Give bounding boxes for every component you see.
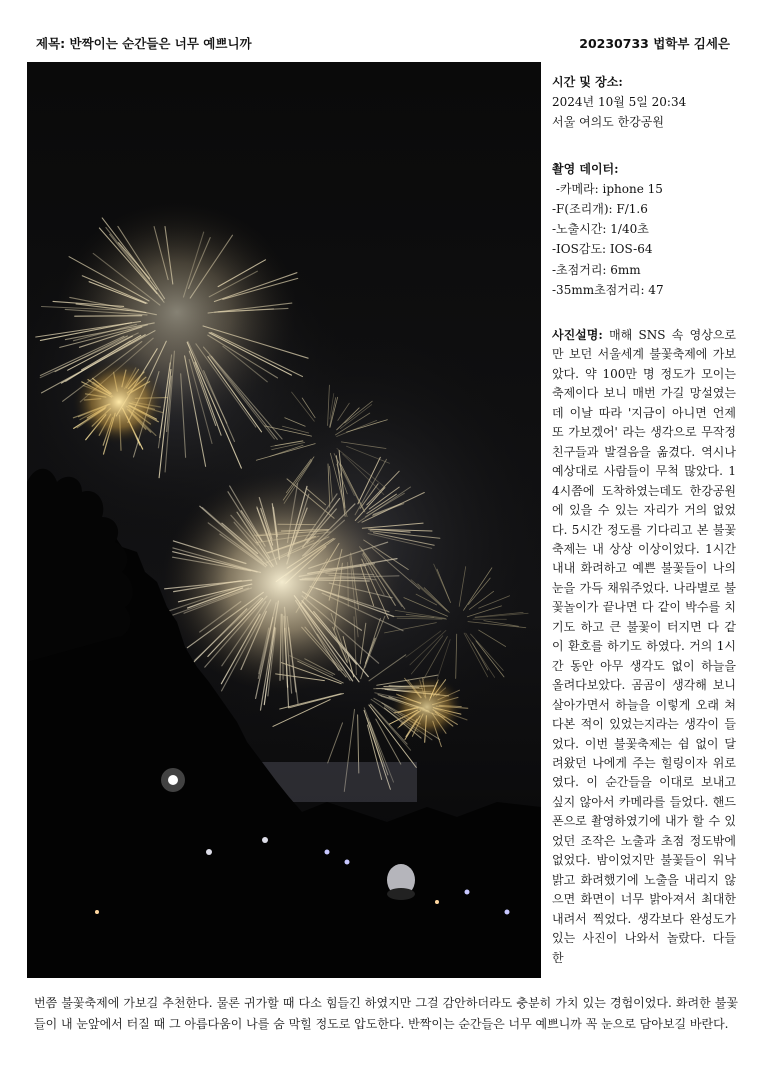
camera-spec: -카메라: iphone 15	[552, 181, 663, 196]
shooting-data-section	[552, 159, 736, 300]
document-title: 제목: 반짝이는 순간들은 너무 예쁘니까	[36, 36, 252, 51]
shooting-place: 서울 여의도 한강공원	[552, 115, 664, 130]
shooting-datetime: 2024년 10월 5일 20:34	[552, 95, 687, 110]
info-panel	[552, 72, 736, 968]
exposure-spec: -노출시간: 1/40초	[552, 222, 649, 237]
iso-spec: -IOS감도: IOS-64	[552, 242, 653, 257]
focal-length-spec: -초점거리: 6mm	[552, 262, 641, 277]
fireworks-illustration	[27, 62, 541, 978]
description-text: 매해 SNS 속 영상으로만 보던 서울세계 불꽃축제에 가보았다. 약 100만 명 정도가 모이는 축제이다 보니 매번 가길 망설였는데 이날 따라 '지금이 아니면 언제 또 가보겠어' 라는 생각으로 무작정 친구들과 발걸음을 옮겼다. 역시나 예상대로 사람들이 무척 많았다. 14시쯤에 도착하였는데도 한강공원에 있을 수 있는 자리가 거의 없었다. 5시간 정도를 기다리고 본 불꽃축제는 내 상상 이상이었다. 1시간 내내 화려하고 예쁜 불꽃들이 나의 눈을 가득 채워주었다. 나라별로 불꽃놀이가 끝나면 다 같이 박수를 치기도 하고 큰 불꽃이 터지면 다 같이 환호를 하기도 하였다. 거의 1시간 동안 아무 생각도 없이 하늘을 올려다보았다. 곰곰이 생각해 보니 살아가면서 하늘을 이렇게 오래 쳐다본 적이 있었는지라는 생각이 들었다. 이번 불꽃축제는 쉼 없이 달려왔던 나에게 주는 힐링이자 위로였다. 이 순간들을 이대로 보내고 싶지 않아서 카메라를 들었다. 핸드폰으로 촬영하였기에 내가 할 수 있었던 조작은 노출과 초점 정도밖에 없었다. 밤이었지만 불꽃들이 워낙 밝고 화려했기에 노출을 내리지 않으면 화면이 너무 밝아져서 최대한 내려서 찍었다. 생각보다 완성도가 있는 사진이 나와서 놀랐다. 다들 한	[552, 328, 736, 965]
aperture-spec: -F(조리개): F/1.6	[552, 202, 648, 217]
shooting-data-label: 촬영 데이터:	[552, 161, 619, 176]
fireworks-photo	[27, 62, 541, 978]
description-label: 사진설명:	[552, 328, 603, 343]
time-place-label: 시간 및 장소:	[552, 75, 623, 89]
description-continuation: 번쯤 불꽃축제에 가보길 추천한다. 물론 귀가할 때 다소 힘들긴 하였지만 그걸 감안하더라도 충분히 가치 있는 경험이었다. 화려한 불꽃들이 내 눈앞에서 터질 때 그 아름다움이 나를 숨 막힐 정도로 압도한다. 반짝이는 순간들은 너무 예쁘니까 꼭 눈으로 담아보길 바란다.	[34, 996, 738, 1031]
author-info: 20230733 법학부 김세은	[579, 36, 730, 51]
photo-description	[552, 326, 736, 968]
time-place-section	[552, 72, 736, 133]
focal-35mm-spec: -35mm초점거리: 47	[552, 282, 664, 297]
